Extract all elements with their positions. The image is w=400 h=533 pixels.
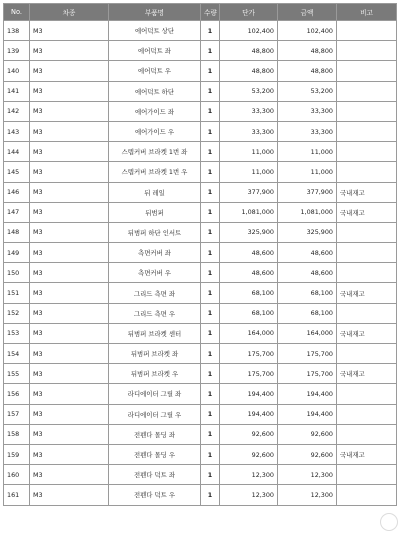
cell-part: 전펜다 몰딩 우	[109, 444, 201, 464]
cell-qty: 1	[201, 344, 220, 364]
cell-note: 국내재고	[337, 364, 397, 384]
table-row	[4, 323, 397, 343]
cell-car: M3	[30, 21, 109, 41]
cell-car: M3	[30, 465, 109, 485]
cell-no: 154	[4, 344, 30, 364]
cell-qty: 1	[201, 121, 220, 141]
cell-qty: 1	[201, 222, 220, 242]
cell-qty: 1	[201, 101, 220, 121]
cell-amount: 175,700	[278, 344, 337, 364]
cell-part: 뒤범퍼	[109, 202, 201, 222]
table-header-row	[4, 4, 397, 21]
cell-price: 48,600	[220, 243, 278, 263]
header-price: 단가	[220, 4, 278, 21]
cell-part: 라디에이터 그릴 우	[109, 404, 201, 424]
cell-part: 스텝커버 브라켓 1번 좌	[109, 142, 201, 162]
cell-no: 155	[4, 364, 30, 384]
table-row	[4, 222, 397, 242]
cell-no: 156	[4, 384, 30, 404]
table-row	[4, 384, 397, 404]
cell-no: 158	[4, 424, 30, 444]
table-row	[4, 162, 397, 182]
cell-part: 스텝커버 브라켓 1번 우	[109, 162, 201, 182]
cell-note	[337, 465, 397, 485]
cell-note	[337, 384, 397, 404]
header-part: 부품명	[109, 4, 201, 21]
table-row	[4, 444, 397, 464]
cell-amount: 102,400	[278, 21, 337, 41]
cell-car: M3	[30, 283, 109, 303]
cell-car: M3	[30, 61, 109, 81]
cell-part: 전펜다 몰딩 좌	[109, 424, 201, 444]
cell-price: 194,400	[220, 384, 278, 404]
cell-amount: 68,100	[278, 303, 337, 323]
cell-price: 33,300	[220, 101, 278, 121]
cell-no: 143	[4, 121, 30, 141]
cell-car: M3	[30, 142, 109, 162]
cell-part: 에어덕트 좌	[109, 41, 201, 61]
cell-amount: 48,600	[278, 243, 337, 263]
cell-car: M3	[30, 243, 109, 263]
cell-no: 138	[4, 21, 30, 41]
cell-note	[337, 344, 397, 364]
cell-price: 68,100	[220, 283, 278, 303]
cell-no: 145	[4, 162, 30, 182]
cell-part: 그리드 측면 좌	[109, 283, 201, 303]
cell-no: 141	[4, 81, 30, 101]
cell-price: 164,000	[220, 323, 278, 343]
cell-price: 194,400	[220, 404, 278, 424]
cell-car: M3	[30, 364, 109, 384]
cell-car: M3	[30, 404, 109, 424]
cell-part: 뒤범퍼 브라켓 센터	[109, 323, 201, 343]
cell-qty: 1	[201, 485, 220, 505]
cell-part: 측면커버 우	[109, 263, 201, 283]
cell-note	[337, 41, 397, 61]
cell-note	[337, 243, 397, 263]
cell-price: 377,900	[220, 182, 278, 202]
cell-price: 1,081,000	[220, 202, 278, 222]
cell-qty: 1	[201, 424, 220, 444]
cell-car: M3	[30, 303, 109, 323]
cell-part: 뒤범퍼 하단 인서트	[109, 222, 201, 242]
cell-part: 뒤범퍼 브라켓 우	[109, 364, 201, 384]
cell-part: 에어덕트 하단	[109, 81, 201, 101]
cell-amount: 48,800	[278, 41, 337, 61]
cell-car: M3	[30, 101, 109, 121]
cell-note	[337, 21, 397, 41]
cell-note: 국내재고	[337, 202, 397, 222]
cell-amount: 92,600	[278, 424, 337, 444]
table-row	[4, 465, 397, 485]
table-row	[4, 41, 397, 61]
cell-amount: 48,600	[278, 263, 337, 283]
header-no: No.	[4, 4, 30, 21]
cell-qty: 1	[201, 21, 220, 41]
cell-qty: 1	[201, 162, 220, 182]
cell-amount: 68,100	[278, 283, 337, 303]
table-body	[4, 21, 397, 506]
cell-amount: 11,000	[278, 162, 337, 182]
cell-price: 325,900	[220, 222, 278, 242]
cell-car: M3	[30, 81, 109, 101]
cell-price: 33,300	[220, 121, 278, 141]
cell-qty: 1	[201, 81, 220, 101]
cell-car: M3	[30, 323, 109, 343]
cell-amount: 1,081,000	[278, 202, 337, 222]
table-row	[4, 81, 397, 101]
cell-part: 에어덕트 상단	[109, 21, 201, 41]
cell-qty: 1	[201, 384, 220, 404]
cell-amount: 11,000	[278, 142, 337, 162]
cell-car: M3	[30, 121, 109, 141]
cell-no: 157	[4, 404, 30, 424]
cell-price: 11,000	[220, 162, 278, 182]
cell-amount: 194,400	[278, 384, 337, 404]
cell-price: 48,800	[220, 61, 278, 81]
cell-price: 68,100	[220, 303, 278, 323]
cell-car: M3	[30, 263, 109, 283]
cell-note	[337, 485, 397, 505]
table-row	[4, 263, 397, 283]
cell-note: 국내재고	[337, 182, 397, 202]
cell-note: 국내재고	[337, 323, 397, 343]
cell-car: M3	[30, 182, 109, 202]
cell-amount: 175,700	[278, 364, 337, 384]
header-car: 차종	[30, 4, 109, 21]
cell-part: 라디에이터 그릴 좌	[109, 384, 201, 404]
cell-car: M3	[30, 202, 109, 222]
cell-amount: 53,200	[278, 81, 337, 101]
cell-price: 11,000	[220, 142, 278, 162]
cell-no: 147	[4, 202, 30, 222]
cell-car: M3	[30, 222, 109, 242]
table-row	[4, 142, 397, 162]
table-row	[4, 243, 397, 263]
table-row	[4, 202, 397, 222]
cell-price: 175,700	[220, 344, 278, 364]
table-row	[4, 21, 397, 41]
cell-part: 에어가이드 좌	[109, 101, 201, 121]
cell-part: 뒤범퍼 브라켓 좌	[109, 344, 201, 364]
header-qty: 수량	[201, 4, 220, 21]
cell-no: 149	[4, 243, 30, 263]
cell-part: 측면커버 좌	[109, 243, 201, 263]
cell-note	[337, 81, 397, 101]
cell-note	[337, 142, 397, 162]
cell-car: M3	[30, 384, 109, 404]
cell-price: 53,200	[220, 81, 278, 101]
cell-no: 148	[4, 222, 30, 242]
cell-qty: 1	[201, 263, 220, 283]
cell-note	[337, 222, 397, 242]
table-row	[4, 182, 397, 202]
cell-qty: 1	[201, 243, 220, 263]
cell-note: 국내재고	[337, 444, 397, 464]
cell-amount: 164,000	[278, 323, 337, 343]
cell-note	[337, 404, 397, 424]
cell-price: 92,600	[220, 424, 278, 444]
cell-price: 175,700	[220, 364, 278, 384]
cell-no: 144	[4, 142, 30, 162]
cell-part: 뒤 레일	[109, 182, 201, 202]
cell-price: 48,600	[220, 263, 278, 283]
cell-qty: 1	[201, 61, 220, 81]
cell-qty: 1	[201, 364, 220, 384]
cell-part: 전펜다 덕트 우	[109, 485, 201, 505]
cell-amount: 325,900	[278, 222, 337, 242]
cell-amount: 12,300	[278, 465, 337, 485]
cell-qty: 1	[201, 444, 220, 464]
corner-watermark-icon	[380, 513, 398, 531]
cell-no: 142	[4, 101, 30, 121]
cell-no: 159	[4, 444, 30, 464]
cell-price: 102,400	[220, 21, 278, 41]
cell-note	[337, 162, 397, 182]
cell-price: 92,600	[220, 444, 278, 464]
table-row	[4, 303, 397, 323]
cell-qty: 1	[201, 283, 220, 303]
table-row	[4, 283, 397, 303]
table-row	[4, 364, 397, 384]
cell-no: 153	[4, 323, 30, 343]
cell-part: 그리드 측면 우	[109, 303, 201, 323]
cell-amount: 33,300	[278, 121, 337, 141]
parts-price-sheet	[3, 3, 396, 506]
cell-qty: 1	[201, 41, 220, 61]
cell-qty: 1	[201, 202, 220, 222]
parts-table	[3, 3, 397, 506]
cell-car: M3	[30, 41, 109, 61]
cell-note	[337, 424, 397, 444]
cell-part: 전펜다 덕트 좌	[109, 465, 201, 485]
cell-note	[337, 303, 397, 323]
cell-part: 에어덕트 우	[109, 61, 201, 81]
cell-note	[337, 121, 397, 141]
cell-amount: 377,900	[278, 182, 337, 202]
cell-amount: 48,800	[278, 61, 337, 81]
cell-car: M3	[30, 344, 109, 364]
cell-note	[337, 263, 397, 283]
cell-amount: 92,600	[278, 444, 337, 464]
cell-no: 140	[4, 61, 30, 81]
cell-note: 국내재고	[337, 283, 397, 303]
cell-price: 12,300	[220, 465, 278, 485]
cell-qty: 1	[201, 404, 220, 424]
cell-no: 146	[4, 182, 30, 202]
header-note: 비고	[337, 4, 397, 21]
cell-no: 151	[4, 283, 30, 303]
header-amount: 금액	[278, 4, 337, 21]
cell-amount: 194,400	[278, 404, 337, 424]
cell-no: 150	[4, 263, 30, 283]
cell-price: 48,800	[220, 41, 278, 61]
cell-qty: 1	[201, 465, 220, 485]
cell-car: M3	[30, 162, 109, 182]
cell-qty: 1	[201, 142, 220, 162]
cell-qty: 1	[201, 182, 220, 202]
table-row	[4, 485, 397, 505]
table-row	[4, 121, 397, 141]
cell-note	[337, 101, 397, 121]
cell-car: M3	[30, 424, 109, 444]
cell-no: 139	[4, 41, 30, 61]
cell-qty: 1	[201, 303, 220, 323]
cell-no: 161	[4, 485, 30, 505]
cell-qty: 1	[201, 323, 220, 343]
cell-no: 160	[4, 465, 30, 485]
cell-no: 152	[4, 303, 30, 323]
cell-car: M3	[30, 485, 109, 505]
cell-note	[337, 61, 397, 81]
cell-part: 에어가이드 우	[109, 121, 201, 141]
table-row	[4, 61, 397, 81]
table-row	[4, 344, 397, 364]
cell-amount: 33,300	[278, 101, 337, 121]
cell-price: 12,300	[220, 485, 278, 505]
table-row	[4, 424, 397, 444]
table-row	[4, 404, 397, 424]
cell-amount: 12,300	[278, 485, 337, 505]
cell-car: M3	[30, 444, 109, 464]
table-row	[4, 101, 397, 121]
